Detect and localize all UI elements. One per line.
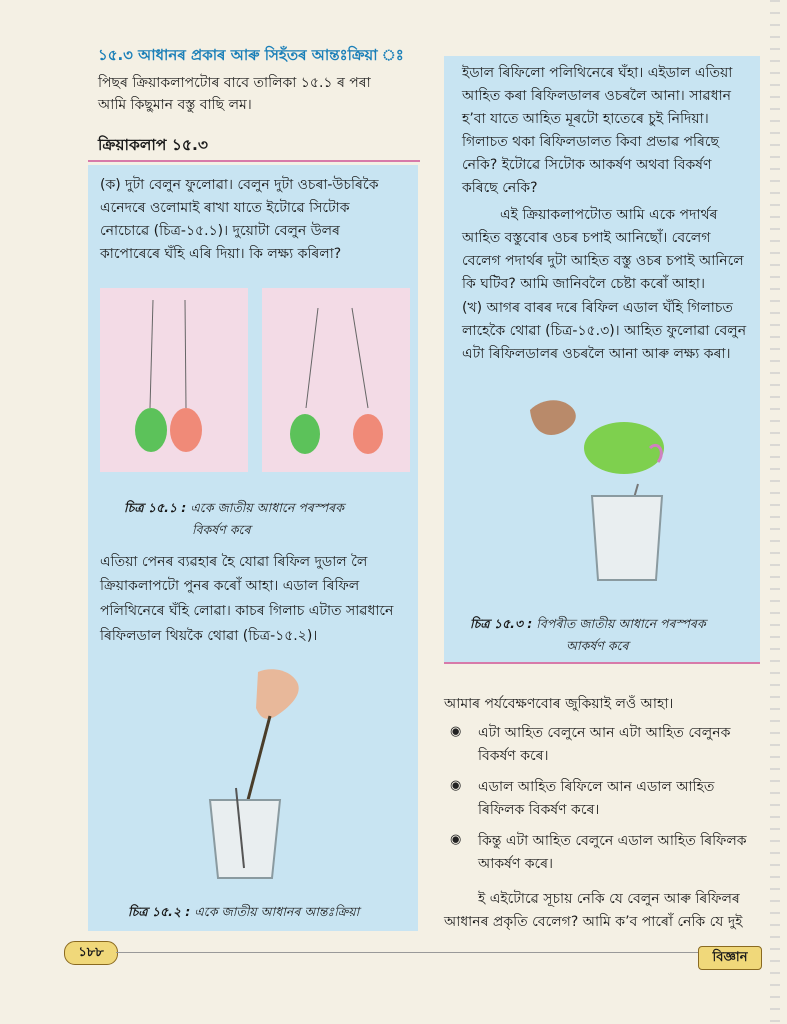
pen-line-1: এতিয়া পেনৰ ব্যৱহাৰ হৈ যোৱা ৰিফিল দুডাল লৈ [100, 554, 368, 570]
figure-15-1-photo-right [262, 288, 410, 472]
observation-3-line-2: আকৰ্ষণ কৰে। [478, 856, 554, 872]
activity-title: ক্ৰিয়াকলাপ ১৫.৩ [98, 136, 208, 154]
figure-15-2-photo [180, 660, 330, 890]
closing-line-2: আধানৰ প্ৰকৃতি বেলেগ? আমি ক’ব পাৰোঁ নেকি যে দুই [444, 914, 743, 930]
right-line-4: গিলাচত থকা ৰিফিলডালত কিবা প্ৰভাৱ পৰিছে [462, 134, 720, 150]
hand [256, 669, 299, 719]
observations-intro: আমাৰ পৰ্যবেক্ষণবোৰ জুকিয়াই লওঁ আহা। [444, 696, 674, 712]
part-b-line-2: লাহেকৈ থোৱা (চিত্ৰ-১৫.৩)। আহিত ফুলোৱা বেলুন [462, 323, 747, 339]
bullet-icon: ◉ [450, 832, 462, 847]
glass [592, 496, 662, 580]
figure-15-2-caption-text: একে জাতীয় আধানৰ আন্তঃক্ৰিয়া [194, 904, 360, 919]
figure-15-1-caption-line-1: একে জাতীয় আধানে পৰস্পৰক [190, 500, 344, 515]
figure-15-1-photo-left [100, 288, 248, 472]
figure-15-3-caption [470, 616, 706, 636]
right-line-3: হ’বা যাতে আহিত মূৰটো হাতেৰে চুই নিদিয়া। [462, 111, 709, 127]
figure-15-2-label: চিত্ৰ ১৫.২ : [128, 904, 191, 919]
figure-15-1-label: চিত্ৰ ১৫.১ : [124, 500, 187, 515]
figure-15-2-caption [128, 904, 359, 924]
part-b-line-1: (খ) আগৰ বাৰৰ দৰে ৰিফিল এডাল ঘঁহি গিলাচত [462, 300, 733, 316]
right-line-2: আহিত কৰা ৰিফিলডালৰ ওচৰলৈ আনা। সাৱধান [462, 88, 731, 104]
right-line-6: কৰিছে নেকি? [462, 180, 538, 196]
glass [210, 800, 280, 878]
part-b-line-3: এটা ৰিফিলডালৰ ওচৰলৈ আনা আৰু লক্ষ্য কৰা। [462, 346, 731, 362]
right2-line-1: এই ক্ৰিয়াকলাপটোত আমি একে পদাৰ্থৰ [500, 207, 718, 223]
activity-rule [88, 160, 420, 162]
right-line-5: নেকি? ইটোৱে সিটোক আকৰ্ষণ অথবা বিকৰ্ষণ [462, 157, 712, 173]
pen-line-4: ৰিফিলডাল থিয়কৈ থোৱা (চিত্ৰ-১৫.২)। [100, 628, 318, 644]
figure-15-3-caption-line-1: বিপৰীত জাতীয় আধানে পৰস্পৰক [536, 616, 706, 631]
part-a-line-3: নোচোৱে (চিত্ৰ-১৫.১)। দুয়োটা বেলুন উলৰ [100, 223, 340, 239]
intro-line-2: আমি কিছুমান বস্তু বাছি লম। [98, 97, 252, 113]
observation-3-line-1: কিন্তু এটা আহিত বেলুনে এডাল আহিত ৰিফিলক [478, 833, 747, 849]
green-balloon [290, 414, 320, 454]
figure-15-3-photo [520, 388, 680, 584]
part-a-line-2: এনেদৰে ওলোমাই ৰাখা যাতে ইটোৱে সিটোক [100, 200, 350, 216]
right-box-rule [444, 662, 760, 664]
figure-15-3-caption-line-2: আকৰ্ষণ কৰে [566, 638, 629, 653]
part-a-line-1: (ক) দুটা বেলুন ফুলোৱা। বেলুন দুটা ওচৰা-উচৰিকৈ [100, 177, 379, 193]
observation-2-line-1: এডাল আহিত ৰিফিলে আন এডাল আহিত [478, 779, 715, 795]
right2-line-2: আহিত বস্তুবোৰ ওচৰ চপাই আনিছোঁ। বেলেগ [462, 230, 711, 246]
observation-1-line-1: এটা আহিত বেলুনে আন এটা আহিত বেলুনক [478, 725, 731, 741]
page-number: ১৮৮ [64, 941, 118, 965]
right2-line-4: কি ঘটিব? আমি জানিবলৈ চেষ্টা কৰোঁ আহা। [462, 276, 705, 292]
bullet-icon: ◉ [450, 778, 462, 793]
red-balloon [353, 414, 383, 454]
green-balloon [135, 408, 167, 452]
figure-15-3-label: চিত্ৰ ১৫.৩ : [470, 616, 533, 631]
part-a-line-4: কাপোৰেৰে ঘঁহি এৰি দিয়া। কি লক্ষ্য কৰিলা? [100, 246, 342, 262]
footer-rule [116, 952, 698, 953]
intro-line-1: পিছৰ ক্ৰিয়াকলাপটোৰ বাবে তালিকা ১৫.১ ৰ পৰা [98, 75, 371, 91]
right-line-1: ইডাল ৰিফিলো পলিথিনেৰে ঘঁহা। এইডাল এতিয়া [462, 65, 733, 81]
observation-2-line-2: ৰিফিলক বিকৰ্ষণ কৰে। [478, 802, 600, 818]
red-balloon [170, 408, 202, 452]
figure-15-1-caption [124, 500, 344, 520]
figure-15-1-caption-line-2: বিকৰ্ষণ কৰে [192, 522, 251, 537]
pen-line-3: পলিথিনেৰে ঘঁহি লোৱা। কাচৰ গিলাচ এটাত সাৱধানে [100, 603, 394, 619]
pen-line-2: ক্ৰিয়াকলাপটো পুনৰ কৰোঁ আহা। এডাল ৰিফিল [100, 578, 360, 594]
margin-binding [770, 0, 780, 1024]
bullet-icon: ◉ [450, 724, 462, 739]
right2-line-3: বেলেগ পদাৰ্থৰ দুটা আহিত বস্তু ওচৰ চপাই আনিলে [462, 253, 744, 269]
section-heading: ১৫.৩ আধানৰ প্ৰকাৰ আৰু সিহঁতৰ আন্তঃক্ৰিয়া ঃ [98, 46, 404, 64]
observation-1-line-2: বিকৰ্ষণ কৰে। [478, 748, 549, 764]
closing-line-1: ই এইটোৱে সূচায় নেকি যে বেলুন আৰু ৰিফিলৰ [478, 891, 740, 907]
hand [530, 400, 576, 435]
subject-label: বিজ্ঞান [698, 946, 762, 970]
